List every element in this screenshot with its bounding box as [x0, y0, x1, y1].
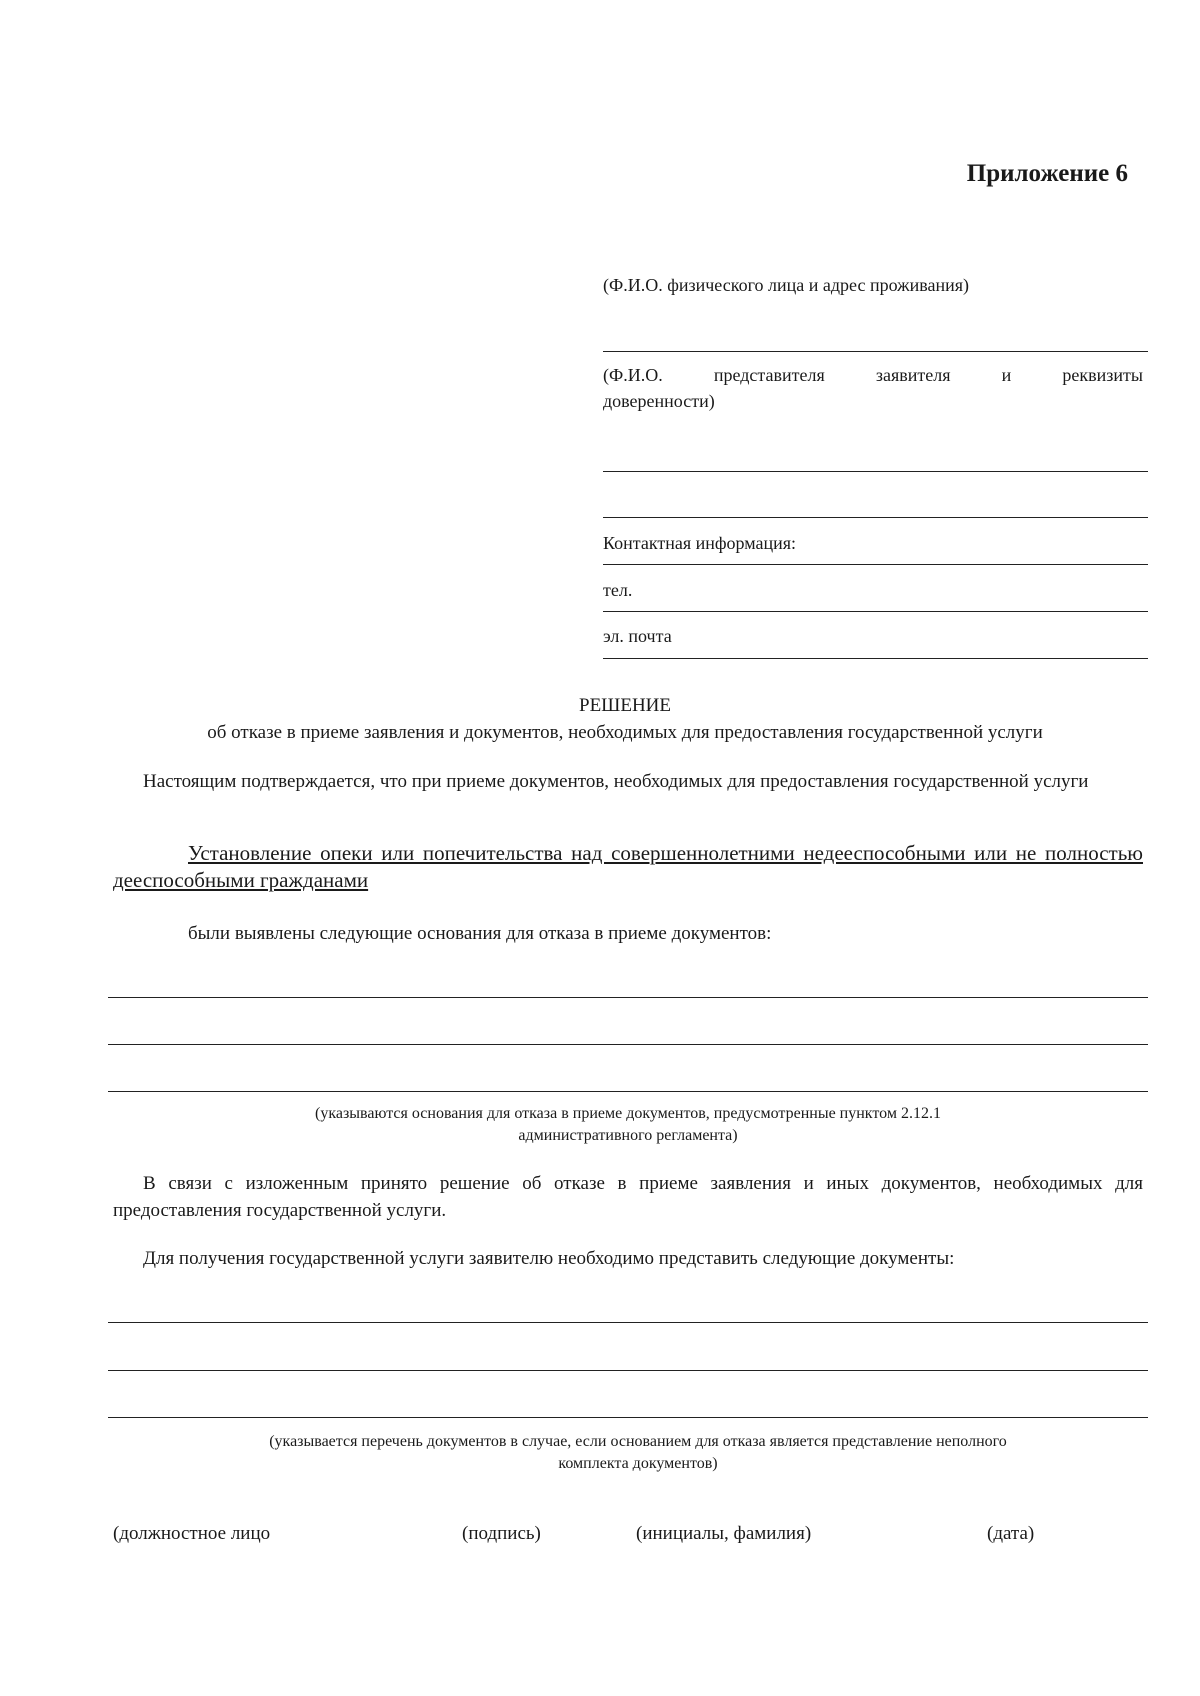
documents-line-1: [108, 1322, 1148, 1323]
reasons-note-cont: административного регламента): [518, 1127, 738, 1144]
representative-caption-cont: доверенности): [603, 391, 715, 411]
email-label: эл. почта: [603, 626, 672, 646]
signature-name: (инициалы, фамилия): [636, 1523, 812, 1544]
signature-sign: (подпись): [462, 1523, 541, 1544]
documents-note: (указывается перечень документов в случае, если основанием для отказа является представление неполного: [269, 1433, 1007, 1450]
representative-line-1: [603, 471, 1148, 472]
appendix-number: Приложение 6: [966, 160, 1128, 187]
email-line: [603, 658, 1148, 659]
documents-line-2: [108, 1370, 1148, 1371]
signature-official: (должностное лицо: [113, 1523, 271, 1544]
documents-line-3: [108, 1417, 1148, 1418]
required-documents-paragraph: Для получения государственной услуги заявителю необходимо представить следующие документы:: [143, 1248, 955, 1269]
contact-label: Контактная информация:: [603, 533, 797, 553]
reasons-line-3: [108, 1091, 1148, 1092]
phone-line: [603, 611, 1148, 612]
confirmation-paragraph: Настоящим подтверждается, что при приеме документов, необходимых для предоставления государственной услуги: [143, 771, 1089, 792]
reasons-intro: были выявлены следующие основания для отказа в приеме документов:: [188, 923, 772, 944]
reasons-note: (указываются основания для отказа в приеме документов, предусмотренные пунктом 2.12.1: [315, 1105, 941, 1122]
representative-line-2: [603, 517, 1148, 518]
applicant-caption: (Ф.И.О. физического лица и адрес проживания): [603, 275, 969, 295]
phone-label: тел.: [603, 580, 633, 600]
decision-title: РЕШЕНИЕ: [579, 695, 671, 716]
contact-line: [603, 564, 1148, 565]
reasons-line-1: [108, 997, 1148, 998]
service-name: Установление опеки или попечительства над совершеннолетними недееспособными или не полностью дееспособными гражданами: [113, 841, 1143, 892]
representative-caption: (Ф.И.О. представителя заявителя и реквизиты: [603, 365, 1143, 385]
signature-date: (дата): [987, 1523, 1035, 1544]
decision-subtitle: об отказе в приеме заявления и документов, необходимых для предоставления государственной услуги: [207, 722, 1043, 743]
applicant-line: [603, 351, 1148, 352]
decision-paragraph: В связи с изложенным принято решение об отказе в приеме заявления и иных документов, необходимых для предоставления государственной услуги.: [113, 1173, 1143, 1221]
reasons-line-2: [108, 1044, 1148, 1045]
documents-note-cont: комплекта документов): [558, 1455, 718, 1472]
